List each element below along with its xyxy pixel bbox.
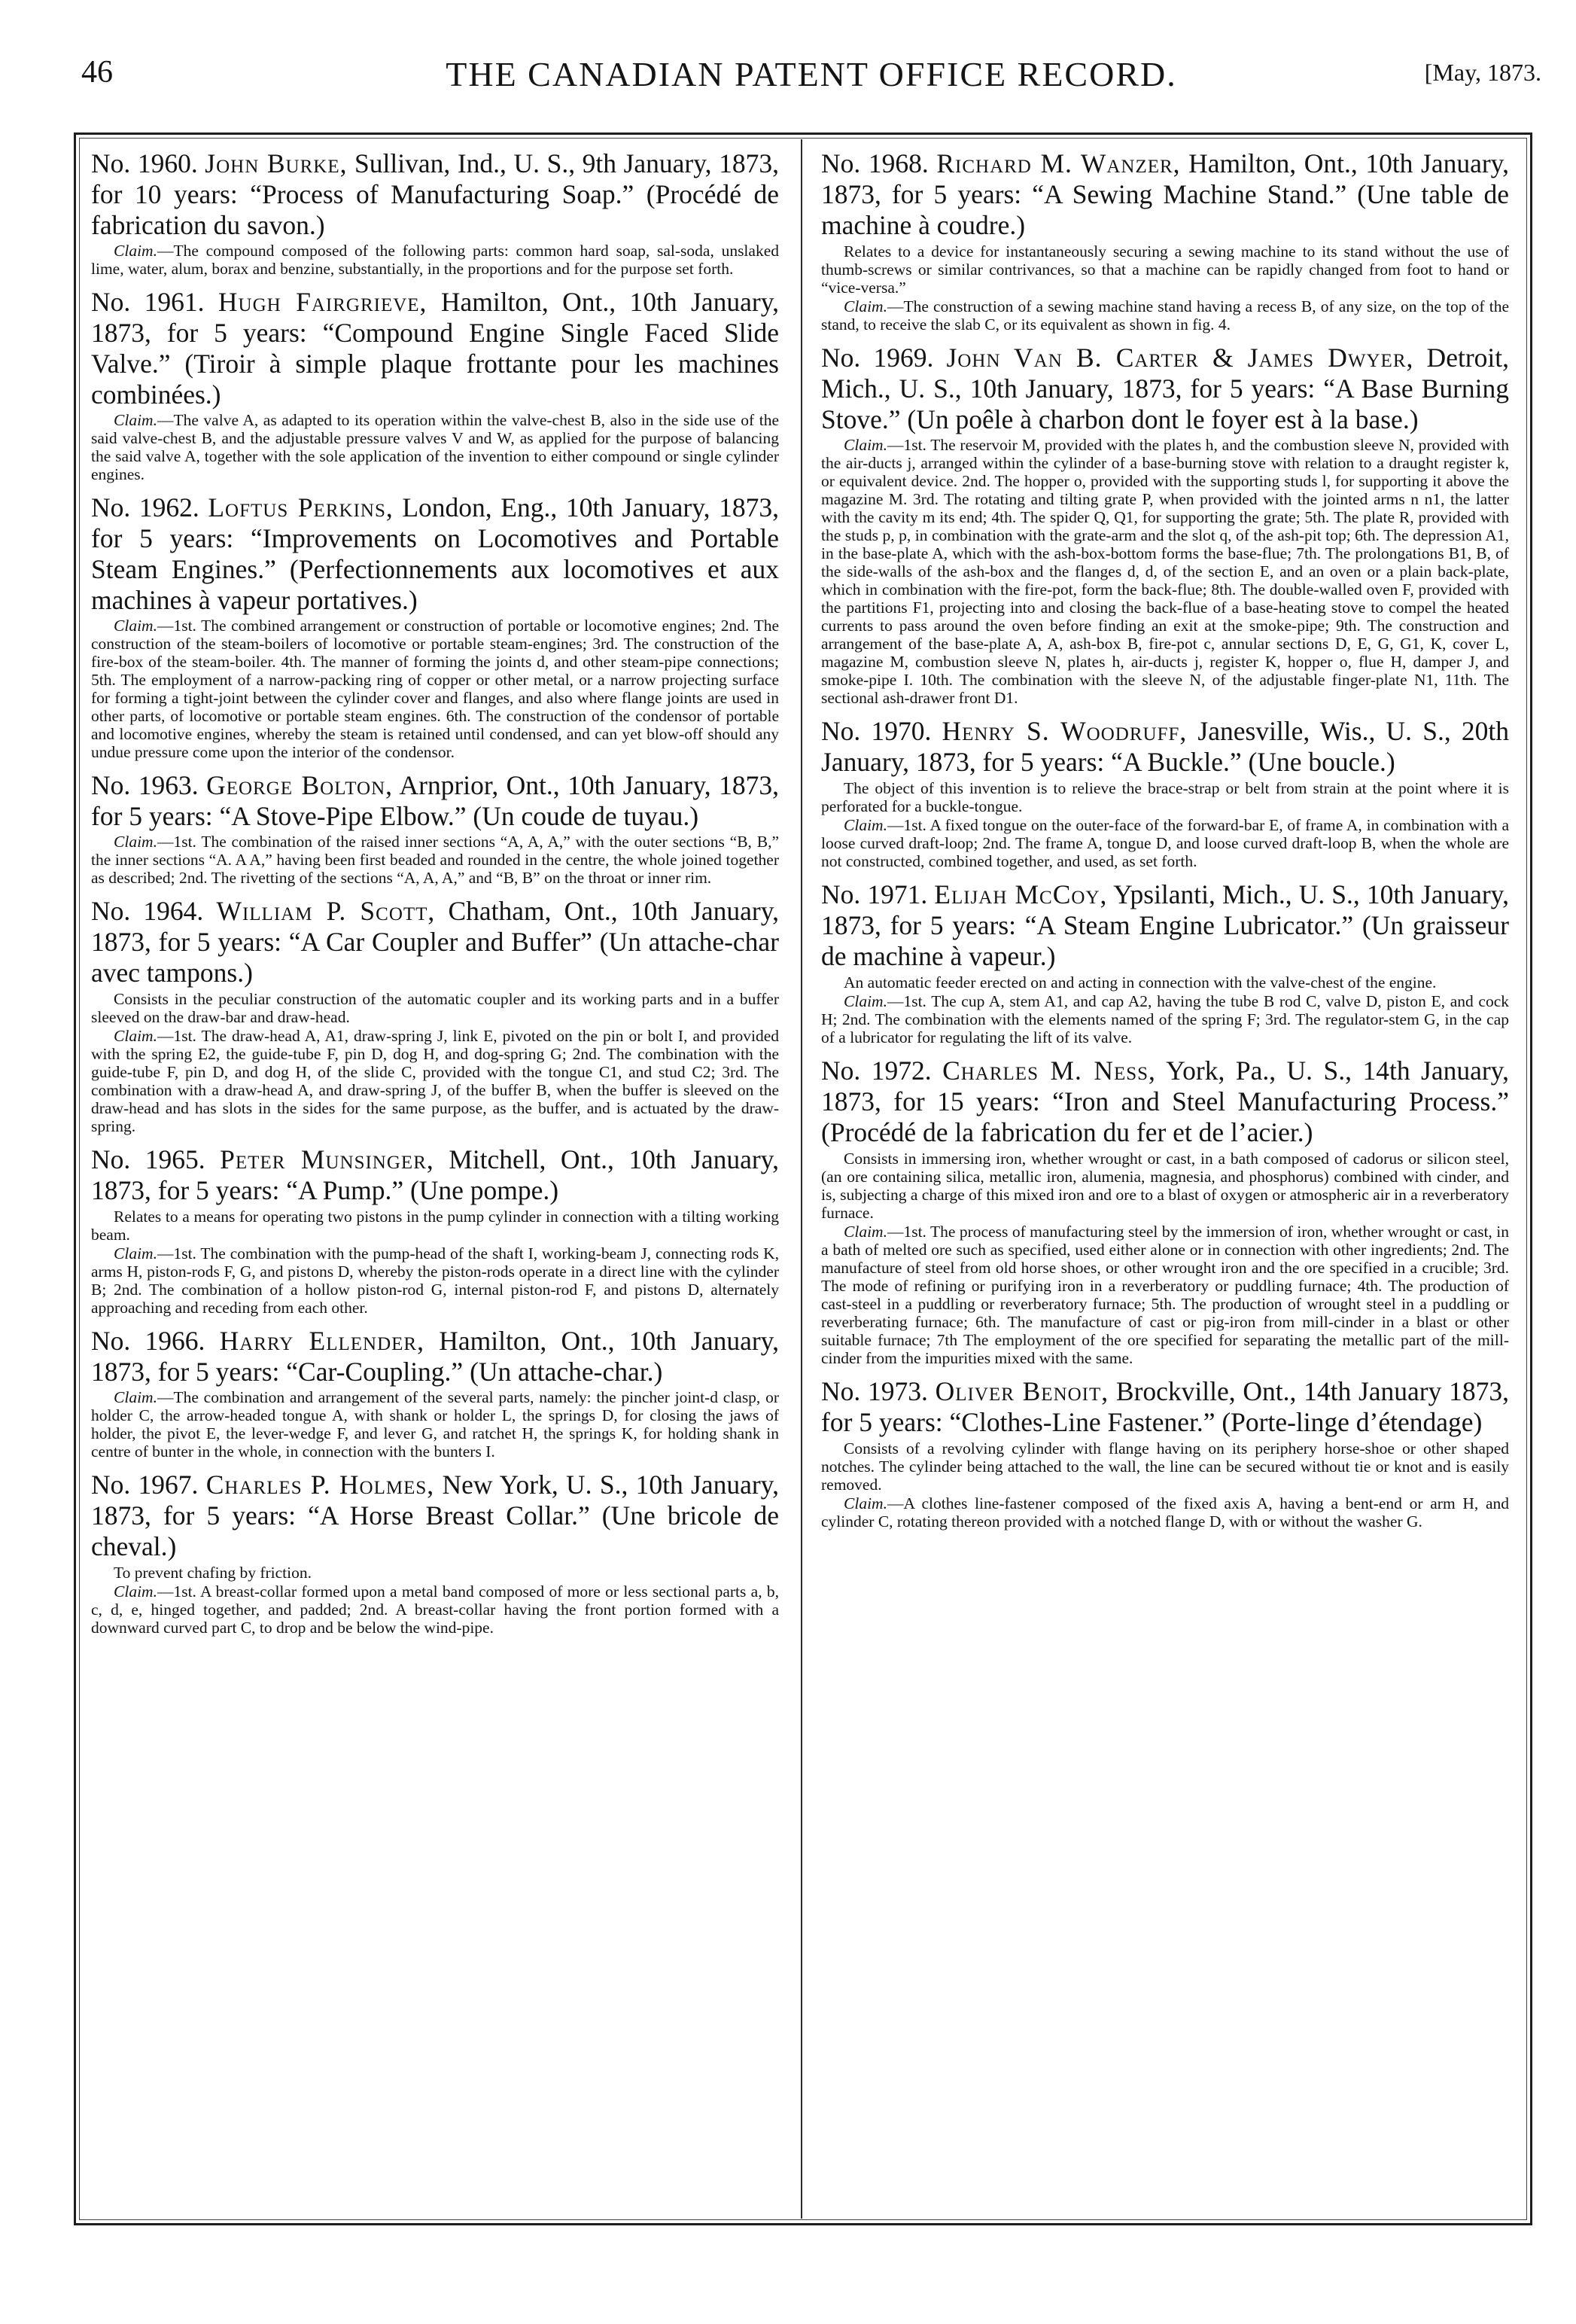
patentee-name: Charles P. Holmes,: [205, 1470, 435, 1500]
claim-text: —1st. The combined arrangement or construction of portable or locomotive engines; 2nd. The construction of the steam-boilers of locomotive or portable steam-engines; 3rd. The construction of the fire-box of the steam-boiler. 4th. The manner of forming the joints d, and other steam-pipe connections; 5th. The employment of a narrow-packing ring of copper or other metal, or a narrow projecting surface for forming a tight-joint between the cylinder cover and flanges, and also where flange joints are used in other parts, of locomotive or portable steam engines. 6th. The construction of the condensor of portable and locomotive engines, whereby the steam is retained until condensed, and can yet blow-off should any undue pressure come upon the interior of the condensor.: [91, 617, 779, 761]
patent-claim: [821, 1494, 1509, 1531]
patent-heading: [91, 287, 779, 410]
claim-label: Claim.: [114, 1582, 157, 1601]
patent-heading: [821, 1055, 1509, 1148]
claim-text: —The valve A, as adapted to its operation within the valve-chest B, also in the side use of the said valve-chest B, and the adjustable pressure valves V and W, as applied for the purpose of balancing the said valve A, together with the sole application of the invention to either compound or single cylinder engines.: [91, 411, 779, 483]
patentee-name: Henry S. Woodruff,: [942, 716, 1188, 746]
patent-number: No. 1970.: [821, 716, 932, 746]
claim-label: Claim.: [114, 833, 157, 851]
claim-label: Claim.: [844, 816, 887, 834]
patent-entry: [91, 1144, 779, 1317]
claim-text: —1st. The reservoir M, provided with the plates h, and the combustion sleeve N, provided with the air-ducts j, arranged within the cylinder of a base-burning stove with relation to a draught register k, or equivalent device. 2nd. The hopper o, provided with the supporting studs l, for supporting it above the magazine M. 3rd. The rotating and tilting grate P, when provided with the jointed arms n n1, the latter with the cavity m its end; 4th. The spider Q, Q1, for supporting the grate; 5th. The plate R, provided with the studs p, p, in combination with the grate-arm and the slot q, of the ash-pit top; 6th. The depression A1, in the base-plate A, which with the ash-box-bottom forms the base-flue; 7th. The prolongations B1, B, of the side-walls of the ash-box and the flanges d, d, of the section E, and an oven or a plain back-plate, which in combination with the fire-pot, form the back-flue; 8th. The double-walled oven F, provided with the partitions F1, projecting into and closing the back-flue of a base-heating stove to compel the heated currents to pass around the oven before finding an exit at the smoke-pipe; 9th. The construction and arrangement of the base-plate A, A, ash-box B, fire-pot c, annular sections D, E, G, G1, K, cover L, magazine M, combustion sleeve N, plates h, air-ducts j, register K, hopper o, flue H, damper J, and smoke-pipe I. 10th. The combination with the sleeve N, of the adjustable finger-plate N1, 11th. The sectional ash-drawer front D1.: [821, 436, 1509, 707]
patent-entry: [91, 770, 779, 887]
patent-entry: [91, 1326, 779, 1460]
patent-claim: [91, 1244, 779, 1317]
patent-description: Consists of a revolving cylinder with flange having on its periphery horse-shoe or other shaped notches. The cylinder being attached to the wall, the line can be secured without tie or knot and is easily removed.: [821, 1439, 1509, 1494]
claim-label: Claim.: [844, 436, 887, 454]
patent-entry: [91, 1470, 779, 1637]
patent-number: No. 1973.: [821, 1376, 928, 1406]
patent-heading: [821, 879, 1509, 972]
patent-details: Chatham, Ont., 10th January, 1873, for 5 years: “A Car Coupler and Buffer” (Un attache-char avec tampons.): [91, 896, 780, 988]
patent-description: An automatic feeder erected on and acting in connection with the valve-chest of the engine.: [844, 973, 1437, 991]
patent-heading: [91, 1470, 779, 1562]
patent-heading: [821, 1376, 1509, 1438]
patent-claim: [821, 297, 1509, 334]
patent-number: No. 1971.: [821, 879, 928, 909]
patent-details: Hamilton, Ont., 10th January, 1873, for 5 years: “Compound Engine Single Faced Slide Valve.” (Tiroir à simple plaque frottante pour les machines combinées.): [91, 287, 780, 410]
patent-description: Relates to a means for operating two pistons in the pump cylinder in connection with a tilting working beam.: [91, 1208, 779, 1244]
claim-text: —A clothes line-fastener composed of the fixed axis A, having a bent-end or arm H, and cylinder C, rotating thereon provided with a notched flange D, with or without the washer G.: [821, 1494, 1509, 1531]
patent-claim: [821, 816, 1509, 870]
claim-text: —1st. A fixed tongue on the outer-face of the forward-bar E, of frame A, in combination with a loose curved draft-loop; 2nd. The frame A, tongue D, and loose curved draft-loop B, when the whole are not constructed, combined together, and used, as set forth.: [821, 816, 1509, 870]
patent-heading: [91, 148, 779, 241]
patent-claim: [91, 1027, 779, 1135]
patent-listing-frame: [74, 132, 1532, 2225]
patent-heading: [91, 896, 779, 988]
patent-claim: [91, 242, 779, 278]
claim-label: Claim.: [114, 617, 157, 635]
patent-heading: [91, 1326, 779, 1387]
patent-number: No. 1962.: [91, 492, 199, 522]
patent-details: Sullivan, Ind., U. S., 9th January, 1873, for 10 years: “Process of Manufacturing Soap.” (Procédé de fabrication du savon.): [91, 148, 780, 240]
patent-heading: [91, 492, 779, 616]
left-column: [91, 148, 779, 1646]
patent-entry: [91, 148, 779, 278]
publication-title: THE CANADIAN PATENT OFFICE RECORD.: [446, 55, 1177, 93]
patent-entry: [91, 287, 779, 483]
patentee-name: Harry Ellender,: [219, 1326, 424, 1356]
patent-description: Consists in the peculiar construction of the automatic coupler and its working parts and in a buffer sleeved on the draw-bar and draw-head.: [91, 990, 779, 1026]
patentee-name: George Bolton,: [206, 770, 394, 800]
patent-number: No. 1965.: [91, 1144, 205, 1174]
patent-details: New York, U. S., 10th January, 1873, for 5 years: “A Horse Breast Collar.” (Une bricole de cheval.): [91, 1470, 779, 1561]
patentee-name: John Burke,: [205, 148, 348, 178]
claim-label: Claim.: [844, 1223, 887, 1241]
patentee-name: Loftus Perkins,: [208, 492, 394, 522]
claim-label: Claim.: [114, 1244, 157, 1263]
claim-label: Claim.: [844, 992, 887, 1010]
patent-details: Brockville, Ont., 14th January 1873, for 5 years: “Clothes-Line Fastener.” (Porte-linge d’étendage): [821, 1376, 1510, 1437]
patentee-name: Oliver Benoit,: [935, 1376, 1109, 1406]
patent-number: No. 1972.: [821, 1055, 932, 1086]
patent-details: Ypsilanti, Mich., U. S., 10th January, 1873, for 5 years: “A Steam Engine Lubricator.” (Un graisseur de machine à vapeur.): [821, 879, 1510, 971]
patent-entry: [821, 343, 1509, 707]
patent-heading: [821, 148, 1509, 241]
patentee-name: Charles M. Ness,: [942, 1055, 1156, 1086]
patent-entry: [91, 492, 779, 761]
patent-claim: [91, 1582, 779, 1637]
claim-text: —The compound composed of the following parts: common hard soap, sal-soda, unslaked lime, water, alum, borax and benzine, substantially, in the proportions and for the purpose set forth.: [91, 242, 779, 278]
patent-entry: [821, 148, 1509, 334]
patentee-name: William P. Scott,: [216, 896, 436, 926]
patent-heading: [821, 343, 1509, 435]
patent-entry: [821, 716, 1509, 870]
patent-claim: [821, 1223, 1509, 1367]
claim-label: Claim.: [114, 242, 157, 260]
patent-claim: [91, 833, 779, 887]
claim-label: Claim.: [114, 1388, 157, 1406]
patent-number: No. 1968.: [821, 148, 929, 178]
patent-heading: [821, 716, 1509, 778]
right-column: [821, 148, 1509, 1540]
patent-details: Detroit, Mich., U. S., 10th January, 1873, for 5 years: “A Base Burning Stove.” (Un poêle à charbon dont le foyer est à la base.): [821, 343, 1509, 434]
claim-text: —The combination and arrangement of the several parts, namely: the pincher joint-d clasp, or holder C, the arrow-headed tongue A, with shank or holder L, the springs D, for closing the jaws of holder, the pivot E, the lever-wedge F, and lever G, and ratchet H, the springs K, for holding shank in centre of bunter in the whole, in connection with the bunters I.: [91, 1388, 779, 1460]
claim-label: Claim.: [844, 297, 887, 315]
patentee-name: Peter Munsinger,: [220, 1144, 434, 1174]
patent-heading: [91, 1144, 779, 1206]
page-header: [81, 54, 1541, 107]
patent-number: No. 1966.: [91, 1326, 205, 1356]
page-number: 46: [81, 55, 113, 90]
patentee-name: Richard M. Wanzer,: [936, 148, 1181, 178]
patent-details: Hamilton, Ont., 10th January, 1873, for 5 years: “A Sewing Machine Stand.” (Une table de machine à coudre.): [821, 148, 1509, 240]
patent-claim: [821, 436, 1509, 707]
claim-text: —The construction of a sewing machine stand having a recess B, of any size, on the top of the stand, to receive the slab C, or its equivalent as shown in fig. 4.: [821, 297, 1509, 334]
patent-description: Consists in immersing iron, whether wrought or cast, in a bath composed of cadorus or silicon steel, (an ore containing silica, metallic iron, alumenia, magnesia, and phosphorus) combined with cinder, and is, subjecting a charge of this mixed iron and ore to a blast of oxygen or atmospheric air in a reverberatory furnace.: [821, 1150, 1509, 1222]
patent-details: Arnprior, Ont., 10th January, 1873, for 5 years: “A Stove-Pipe Elbow.” (Un coude de tuyau.): [91, 770, 779, 831]
patent-number: No. 1969.: [821, 343, 934, 373]
patentee-name: John Van B. Carter & James Dwyer,: [946, 343, 1414, 373]
patent-heading: [91, 770, 779, 832]
patent-number: No. 1961.: [91, 287, 205, 317]
claim-text: —1st. The combination with the pump-head of the shaft I, working-beam J, connecting rods K, arms H, piston-rods F, G, and pistons D, whereby the piston-rods operate in a direct line with the cylinder B; 2nd. The combination of a hollow piston-rod G, internal piston-rod F, and pistons D, alternately approaching and receding from each other.: [91, 1244, 779, 1317]
patent-number: No. 1963.: [91, 770, 199, 800]
claim-label: Claim.: [114, 411, 157, 429]
patent-details: London, Eng., 10th January, 1873, for 5 years: “Improvements on Locomotives and Portable Steam Engines.” (Perfectionnements aux locomotives et aux machines à vapeur portatives.): [91, 492, 779, 615]
patent-description: The object of this invention is to relieve the brace-strap or belt from strain at the point where it is perforated for a buckle-tongue.: [821, 779, 1509, 815]
patent-entry: [821, 1055, 1509, 1367]
patent-number: No. 1967.: [91, 1470, 199, 1500]
claim-label: Claim.: [844, 1494, 887, 1512]
claim-text: —1st. The process of manufacturing steel by the immersion of iron, whether wrought or cast, in a bath of melted ore such as specified, used either alone or in connection with other ingredients; 2nd. The manufacture of steel from old horse shoes, or other wrought iron and the ore specified in a crucible; 3rd. The mode of refining or purifying iron in a reverberatory or puddling furnace; 4th. The production of cast-steel in a puddling or reverberatory furnace; 5th. The production of wrought steel in a puddling or reverberating furnace; 6th. The manufacture of cast or pig-iron from mill-cinder in a blast or other suitable furnace; 7th The employment of the ore specified for separating the metallic part of the mill-cinder from the impurities mixed with the same.: [821, 1223, 1509, 1367]
issue-date: [May, 1873.: [1424, 59, 1541, 86]
patent-entry: [821, 879, 1509, 1046]
patent-claim: [91, 617, 779, 761]
patentee-name: Elijah McCoy,: [934, 879, 1108, 909]
patent-details: Hamilton, Ont., 10th January, 1873, for 5 years: “Car-Coupling.” (Un attache-char.): [91, 1326, 779, 1387]
patentee-name: Hugh Fairgrieve,: [218, 287, 427, 317]
patent-claim: [91, 411, 779, 483]
patent-claim: [821, 992, 1509, 1046]
patent-details: Mitchell, Ont., 10th January, 1873, for 5 years: “A Pump.” (Une pompe.): [91, 1144, 780, 1205]
claim-text: —1st. The cup A, stem A1, and cap A2, having the tube B rod C, valve D, piston E, and cock H; 2nd. The combination with the elements named of the spring F; 3rd. The regulator-stem G, in the cap of a lubricator for regulating the lift of its valve.: [821, 992, 1509, 1046]
patent-description: Relates to a device for instantaneously securing a sewing machine to its stand without the use of thumb-screws or similar contrivances, so that a machine can be rapidly changed from foot to hand or “vice-versa.”: [821, 242, 1509, 297]
patent-claim: [91, 1388, 779, 1460]
patent-entry: [821, 1376, 1509, 1531]
patent-description: To prevent chafing by friction.: [114, 1564, 312, 1582]
claim-text: —1st. A breast-collar formed upon a metal band composed of more or less sectional parts a, b, c, d, e, hinged together, and padded; 2nd. A breast-collar having the front portion formed with a downward curved part C, to drop and be below the wind-pipe.: [91, 1582, 779, 1637]
claim-text: —1st. The combination of the raised inner sections “A, A, A,” with the outer sections “B, B,” the inner sections “A. A A,” having been first beaded and rounded in the centre, the whole joined together as described; 2nd. The rivetting of the sections “A, A, A,” and “B, B” on the throat or inner rim.: [91, 833, 779, 887]
patent-number: No. 1960.: [91, 148, 198, 178]
patent-details: Janesville, Wis., U. S., 20th January, 1873, for 5 years: “A Buckle.” (Une boucle.): [821, 716, 1510, 777]
claim-label: Claim.: [114, 1027, 157, 1045]
patent-entry: [91, 896, 779, 1135]
patent-number: No. 1964.: [91, 896, 204, 926]
claim-text: —1st. The draw-head A, A1, draw-spring J, link E, pivoted on the pin or bolt I, and provided with the spring E2, the guide-tube F, pin D, dog H, and dog-spring G; 2nd. The combination with the guide-tube F, pin D, and dog H, of the slide C, provided with the tongue C1, and stud C2; 3rd. The combination with a draw-head A, and draw-spring J, of the buffer B, when the buffer is sleeved on the draw-head and has slots in the sides for the same purpose, as the buffer, and is actuated by the draw-spring.: [91, 1027, 779, 1135]
column-divider: [801, 139, 802, 2219]
patent-details: York, Pa., U. S., 14th January, 1873, for 15 years: “Iron and Steel Manufacturing Process.” (Procédé de la fabrication du fer et de l’acier.): [821, 1055, 1509, 1147]
